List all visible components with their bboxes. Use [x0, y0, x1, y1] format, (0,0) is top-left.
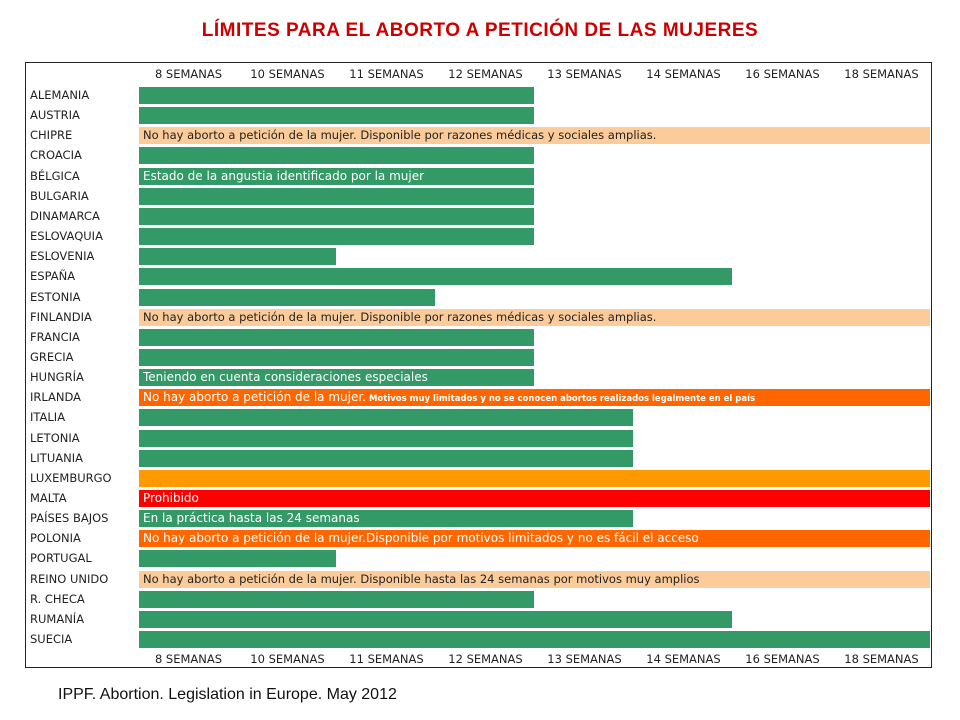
- chart-title: LÍMITES PARA EL ABORTO A PETICIÓN DE LAS MUJERES: [201, 20, 759, 41]
- limit-bar: [139, 208, 534, 225]
- top-column-header: 13 SEMANAS: [547, 67, 622, 81]
- bar-note: [139, 571, 930, 588]
- bar-note-detail: Motivos muy limitados y no se conocen abortos realizados legalmente en el país: [366, 394, 756, 405]
- limit-bar: [139, 591, 534, 608]
- country-label: RUMANÍA: [30, 611, 85, 626]
- country-label: FINLANDIA: [30, 309, 92, 324]
- country-label: ALEMANIA: [30, 88, 90, 102]
- top-column-header: 11 SEMANAS: [349, 67, 424, 81]
- bar-note-text: Teniendo en cuenta consideraciones especiales: [143, 370, 428, 385]
- country-label: ESPAÑA: [30, 269, 76, 284]
- bar-note-text: No hay aborto a petición de la mujer.: [143, 390, 366, 405]
- country-label: MALTA: [30, 491, 67, 505]
- bar-note-text: No hay aborto a petición de la mujer. Disponible hasta las 24 semanas por motivos muy amplios: [143, 571, 700, 586]
- limit-bar: [139, 450, 633, 467]
- limit-bar: [139, 631, 930, 648]
- limit-bar: [139, 409, 633, 426]
- country-label: PAÍSES BAJOS: [30, 511, 109, 526]
- limit-bar: [139, 470, 930, 487]
- bar-note-text: No hay aborto a petición de la mujer. Disponible por razones médicas y sociales amplias.: [143, 128, 657, 143]
- bar-note-text: Estado de la angustia identificado por la mujer: [143, 168, 425, 183]
- limit-bar: [139, 147, 534, 164]
- bar-note: [139, 369, 534, 386]
- country-label: CHIPRE: [30, 128, 73, 143]
- country-label: LETONIA: [30, 430, 80, 445]
- limit-bar: [139, 107, 534, 124]
- limit-bar: [139, 248, 336, 265]
- country-label: BULGARIA: [30, 188, 89, 203]
- country-label: IRLANDA: [30, 390, 82, 405]
- top-column-header: 12 SEMANAS: [448, 67, 523, 81]
- bar-note-text: En la práctica hasta las 24 semanas: [143, 511, 360, 526]
- country-label: BÉLGICA: [30, 168, 80, 183]
- country-label: ESLOVAQUIA: [30, 229, 103, 244]
- country-label: R. CHECA: [30, 591, 85, 606]
- bottom-column-header: 11 SEMANAS: [349, 652, 424, 666]
- limit-bar: [139, 188, 534, 205]
- source-citation: IPPF. Abortion. Legislation in Europe. May 2012: [58, 686, 397, 703]
- bottom-column-header: 12 SEMANAS: [448, 652, 523, 666]
- limit-bar: [139, 268, 732, 285]
- bar-note: [139, 389, 930, 406]
- country-label: HUNGRÍA: [30, 370, 84, 385]
- limit-bar: [139, 87, 534, 104]
- limit-bar: [139, 550, 336, 567]
- top-column-header: 10 SEMANAS: [250, 67, 325, 81]
- country-label: ESTONIA: [30, 289, 81, 304]
- bar-note: [139, 168, 534, 185]
- country-label: AUSTRIA: [30, 108, 80, 123]
- top-column-header: 18 SEMANAS: [844, 67, 919, 81]
- limit-bar: [139, 430, 633, 447]
- country-label: CROACIA: [30, 148, 82, 163]
- country-label: DINAMARCA: [30, 208, 100, 223]
- limit-bar: [139, 228, 534, 245]
- country-label: SUECIA: [30, 632, 73, 647]
- bar-note: [139, 510, 633, 527]
- bottom-column-header: 13 SEMANAS: [547, 652, 622, 666]
- country-label: FRANCIA: [30, 329, 80, 344]
- bar-note-text: No hay aborto a petición de la mujer. Disponible por razones médicas y sociales amplias.: [143, 309, 657, 324]
- country-label: LITUANIA: [30, 450, 83, 465]
- limit-bar: [139, 289, 435, 306]
- limit-bar: [139, 349, 534, 366]
- top-column-header: 8 SEMANAS: [154, 67, 223, 81]
- country-label: ESLOVENIA: [30, 249, 95, 264]
- bar-note: [139, 530, 930, 547]
- bar-note-text: No hay aborto a petición de la mujer.Disponible por motivos limitados y no es fácil el acceso: [143, 531, 699, 546]
- country-label: REINO UNIDO: [30, 571, 109, 586]
- country-label: ITALIA: [30, 410, 66, 425]
- country-label: GRECIA: [30, 349, 74, 364]
- bar-note: [139, 127, 930, 144]
- country-label: LUXEMBURGO: [30, 470, 112, 485]
- top-column-header: 16 SEMANAS: [745, 67, 820, 81]
- bar-note: [139, 490, 930, 507]
- bottom-column-header: 16 SEMANAS: [745, 652, 820, 666]
- bottom-column-header: 14 SEMANAS: [646, 652, 721, 666]
- bottom-column-header: 8 SEMANAS: [154, 652, 223, 666]
- bottom-column-header: 10 SEMANAS: [250, 652, 325, 666]
- bar-note: [139, 309, 930, 326]
- bottom-column-header: 18 SEMANAS: [844, 652, 919, 666]
- limit-bar: [139, 611, 732, 628]
- country-label: PORTUGAL: [30, 551, 92, 566]
- top-column-header: 14 SEMANAS: [646, 67, 721, 81]
- bar-note-text: Prohibido: [143, 491, 199, 505]
- country-label: POLONIA: [30, 531, 81, 546]
- limit-bar: [139, 329, 534, 346]
